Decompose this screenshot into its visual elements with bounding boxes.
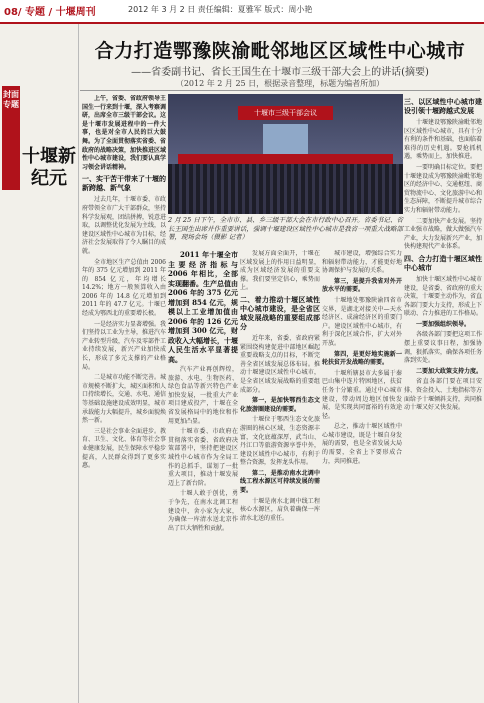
paragraph: 省直各部门要在项目安排、资金投入、土地指标等方面给予十堰倾斜支持，共同推动十堰又好又快发展。 — [404, 378, 482, 412]
paragraph: 三是社会事业全面进步。教育、卫生、文化、体育等社会事业健康发展，民生保障水平稳步提高，人民群众得到了更多实惠。 — [82, 427, 166, 470]
paragraph: 加快十堰区域性中心城市建设，是省委、省政府的重大决策，十堰要主动作为，省直各部门要大力支持，形成上下联动、合力推进的工作格局。 — [404, 275, 482, 318]
photo-caption: 2 月 25 日下午，全市市、县、乡三级干部大会在市行政中心召开。省委书记、省长王国生出席并作重要讲话，强调十堰建设区域性中心城市是我省一项重大战略部署，现场会场（摄影 记者） — [168, 216, 403, 241]
paragraph: 总之，推动十堰区域性中心城市建设，既是十堰自身发展的需要，也是全省发展大局的需要，全省上下要形成合力，共同推进。 — [322, 423, 402, 465]
photo-audience — [168, 164, 403, 214]
section-tab: 封面专题 — [2, 86, 20, 190]
paragraph: 2011 年十堰全市主要经济指标与 2006 年相比，全部实现翻番。生产总值由 2006 年的 375 亿元增加到 854 亿元，规模以上工业增加值由 2006 年的 126 亿元增加到 300 亿元，财政收入大幅增长，十堰人民生活水平显著提高。 — [168, 250, 238, 364]
section-title: 十堰新纪元 — [22, 146, 76, 189]
paragraph: 第三，是提升我省对外开放水平的需要。 — [322, 277, 402, 294]
issue-meta: 2012 年 3 月 2 日 责任编辑：夏雅军 版式：周小艳 — [128, 5, 313, 14]
paragraph: 十堰是南水北调中线工程核心水源区，肩负着确保一库清水北送的重任。 — [240, 497, 320, 522]
paragraph: 二要加大政策支持力度。 — [416, 367, 482, 375]
paragraph: 十堰人敢于创优，勇于争先，在南水北调工程建设中，舍小家为大家，为确保一库清水送北京作出了巨大牺牲和贡献。 — [168, 490, 238, 532]
paragraph: 城市建设，增强综合实力和辐射带动能力，才能更好地协调保护与发展的关系。 — [322, 250, 402, 275]
paragraph: 二是城市功能不断完善。城市规模不断扩大，城区面积和人口持续增长，交通、水电、通信等基础设施建设成效明显，城市承载能力大幅提升，城乡面貌焕然一新。 — [82, 374, 166, 425]
paragraph: 发展方面全面开，十堰在区域发展上的作用日益明显，成为区域经济发展的重要支撑。我们要坚定信心，乘势而上。 — [240, 250, 320, 292]
paragraph: 一要明确目标定位。要把十堰建设成为鄂豫陕渝毗邻地区的经济中心、交通枢纽、商贸物流中心、文化旅游中心和生态屏障，不断提升城市综合实力和辐射带动能力。 — [404, 163, 482, 214]
paragraph: 十堰市委、市政府在贯彻落实省委、省政府决策部署中，坚持把建设区域性中心城市作为全局工作的总抓手，谋划了一批重大项目，推动十堰发展迈上了新台阶。 — [168, 428, 238, 487]
article-column-1 — [82, 95, 166, 700]
page-label: 08/ 专题 / 十堰周刊 — [4, 7, 96, 18]
photo-banner: 十堰市三级干部会议 — [238, 106, 333, 120]
paragraph: 近年来，省委、省政府紧紧围绕构建促进中部地区崛起重要战略支点的目标，不断完善全省区域发展总体布局。推动十堰建设区域性中心城市，是全省区域发展战略的重要组成部分。 — [240, 334, 320, 394]
section-heading: 一、实干苦干带来了十堰的新跨越、新气象 — [82, 175, 166, 193]
paragraph: 第一，是加快鄂西生态文化旅游圈建设的需要。 — [240, 397, 320, 413]
paragraph: 一要加强组织领导。 — [416, 320, 471, 328]
photo-screen — [263, 124, 308, 154]
paragraph: 汽车产业再创辉煌，旅游、水电、生物医药、绿色食品等新兴特色产业加快发展，一批重大产业项目建成投产，十堰在全省发展格局中的地位和作用更加凸显。 — [168, 366, 238, 425]
article-column-4 — [322, 250, 402, 700]
subtitle: ——省委副书记、省长王国生在十堰市三级干部大会上的讲话(摘要) — [131, 67, 429, 78]
article-column-3 — [240, 250, 320, 700]
headline-rule — [80, 90, 480, 91]
photo-podium-table — [178, 154, 393, 164]
paragraph: 第四，是更好地实施新一轮扶贫开发战略的需要。 — [322, 350, 402, 367]
paragraph: 二要加快产业发展。坚持工业强市战略，做大做强汽车产业，大力发展新兴产业，加快构建现代产业体系。 — [404, 217, 482, 251]
paragraph: 十堰所辖县市大多属于秦巴山集中连片特困地区，扶贫任务十分繁重。通过中心城市建设，带动周边地区加快发展，是实现共同富裕的有效途径。 — [322, 369, 402, 420]
paragraph: 各级各部门要把这项工作摆上重要议事日程，加强协调，狠抓落实，确保各项任务落到实处。 — [404, 331, 482, 365]
paragraph: 过去几年，十堰市委、市政府带领全市广大干部群众，坚持科学发展观，团结拼搏，锐意进取，以调整优化发展为主线，以建设区域性中心城市为目标，经济社会发展取得了令人瞩目的成就。 — [82, 196, 166, 255]
paragraph: 一是经济实力显著增强。我们坚持以工业为主导，推进汽车产业转型升级，汽车及零部件工业持续发展，新兴产业加快成长，形成了多元支撑的产业格局。 — [82, 320, 166, 371]
paragraph: 第二，是推动南水北调中线工程水源区可持续发展的需要。 — [240, 469, 320, 495]
headline: 合力打造鄂豫陕渝毗邻地区区域性中心城市 — [94, 40, 466, 62]
section-heading: 四、合力打造十堰区域性中心城市 — [404, 254, 482, 272]
paragraph: 上午，省委、省政府领导王国生一行来到十堰，深入考察调研，出席全市三级干部会议。这是十堰市发展进程中的一件大事，也是对全市人民的巨大鼓舞。为了全面贯彻落实省委、省政府的战略决策，加快推进区域性中心城市建设，我们要认真学习领会讲话精神。 — [82, 95, 166, 171]
section-heading: 二、着力推动十堰区域性中心城市建设，是全省区域发展战略的重要组成部分 — [240, 295, 320, 331]
page-header — [0, 0, 484, 24]
paragraph: 十堰位于鄂西生态文化旅游圈的核心区域，生态资源丰富，文化底蕴深厚，武当山、丹江口等旅游资源享誉中外，建设区域性中心城市，有利于整合资源，发挥龙头作用。 — [240, 416, 320, 467]
article-column-5 — [404, 95, 482, 700]
article-column-2 — [168, 250, 238, 700]
paragraph: 十堰建设鄂豫陕渝毗邻地区区域性中心城市，具有十分有利的条件和基础，也面临着难得的历史机遇。要抢抓机遇，乘势而上，加快推进。 — [404, 119, 482, 161]
section-heading: 三、以区域性中心城市建设引领十堰跨越式发展 — [404, 98, 482, 115]
editor-note: （2012 年 2 月 25 日，根据录音整理，标题为编者所加） — [175, 79, 385, 88]
column-divider — [78, 24, 79, 703]
conference-photo — [168, 94, 403, 214]
paragraph: 全市地区生产总值由 2006 年的 375 亿元增加到 2011 年的 854 亿元，年均增长 14.2%；地方一般预算收入由 2006 年的 14.8 亿元增加到 2011 年的 47.7 亿元。十堰已经成为鄂西北的重要增长极。 — [82, 258, 166, 318]
paragraph: 十堰地处鄂豫陕渝四省市交界，是湖北对接关中—天水经济区、成渝经济区的重要门户。建设区域性中心城市，有利于深化区域合作，扩大对外开放。 — [322, 296, 402, 347]
